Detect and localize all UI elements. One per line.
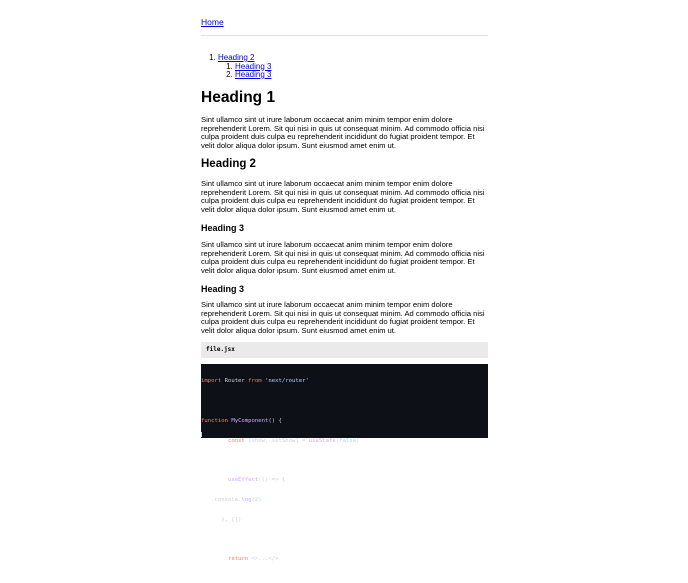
code-line: function MyComponent() { bbox=[201, 417, 282, 424]
heading-1: Heading 1 bbox=[201, 89, 276, 106]
toc-item bbox=[218, 54, 271, 80]
code-line: }, []) bbox=[201, 516, 242, 523]
paragraph: Sint ullamco sint ut irure laborum occaecat anim minim tempor enim dolore reprehenderit Lorem. Sit qui nisi in quis ut consequat minim. Ad commodo officia nisi culpa proident duis culpa eu reprehenderit incididunt do fugiat proident tempor. Et velit dolor aliqua dolor ipsum. Sunt eiusmod amet enim ut. bbox=[201, 240, 485, 275]
paragraph: Sint ullamco sint ut irure laborum occaecat anim minim tempor enim dolore reprehenderit Lorem. Sit qui nisi in quis ut consequat minim. Ad commodo officia nisi culpa proident duis culpa eu reprehenderit incididunt do fugiat proident tempor. Et velit dolor aliqua dolor ipsum. Sunt eiusmod amet enim ut. bbox=[201, 300, 485, 335]
toc-link-heading-2[interactable]: Heading 2 bbox=[218, 53, 255, 62]
nav-divider bbox=[201, 35, 488, 36]
code-line: console.log(2) bbox=[201, 496, 262, 503]
heading-2: Heading 2 bbox=[201, 158, 256, 170]
top-nav bbox=[201, 17, 224, 27]
paragraph: Sint ullamco sint ut irure laborum occaecat anim minim tempor enim dolore reprehenderit Lorem. Sit qui nisi in quis ut consequat minim. Ad commodo officia nisi culpa proident duis culpa eu reprehenderit incididunt do fugiat proident tempor. Et velit dolor aliqua dolor ipsum. Sunt eiusmod amet enim ut. bbox=[201, 115, 485, 150]
text-cursor bbox=[201, 432, 202, 437]
code-line bbox=[201, 457, 488, 464]
heading-3: Heading 3 bbox=[201, 223, 245, 233]
toc-link-heading-3[interactable]: Heading 3 bbox=[235, 61, 272, 71]
toc-sublist bbox=[218, 63, 271, 80]
code-block[interactable] bbox=[201, 364, 488, 563]
code-line: import Router from 'next/router' bbox=[201, 378, 309, 385]
paragraph: Sint ullamco sint ut irure laborum occaecat anim minim tempor enim dolore reprehenderit Lorem. Sit qui nisi in quis ut consequat minim. Ad commodo officia nisi culpa proident duis culpa eu reprehenderit incididunt do fugiat proident tempor. Et velit dolor aliqua dolor ipsum. Sunt eiusmod amet enim ut. bbox=[201, 179, 485, 214]
code-line: const [show, setShow] = useState(false) bbox=[227, 437, 360, 444]
code-line bbox=[201, 536, 488, 543]
table-of-contents bbox=[201, 54, 271, 80]
toc-subitem bbox=[235, 71, 271, 80]
toc-list bbox=[201, 54, 271, 80]
code-line: return <>...</> bbox=[227, 556, 279, 563]
code-filename-tab: file.jsx bbox=[201, 342, 488, 358]
heading-3: Heading 3 bbox=[201, 284, 245, 294]
toc-link-heading-3[interactable]: Heading 3 bbox=[235, 70, 272, 79]
code-line bbox=[201, 398, 488, 405]
home-link[interactable]: Home bbox=[201, 17, 224, 27]
code-line: useEffect(() => { bbox=[227, 477, 286, 484]
